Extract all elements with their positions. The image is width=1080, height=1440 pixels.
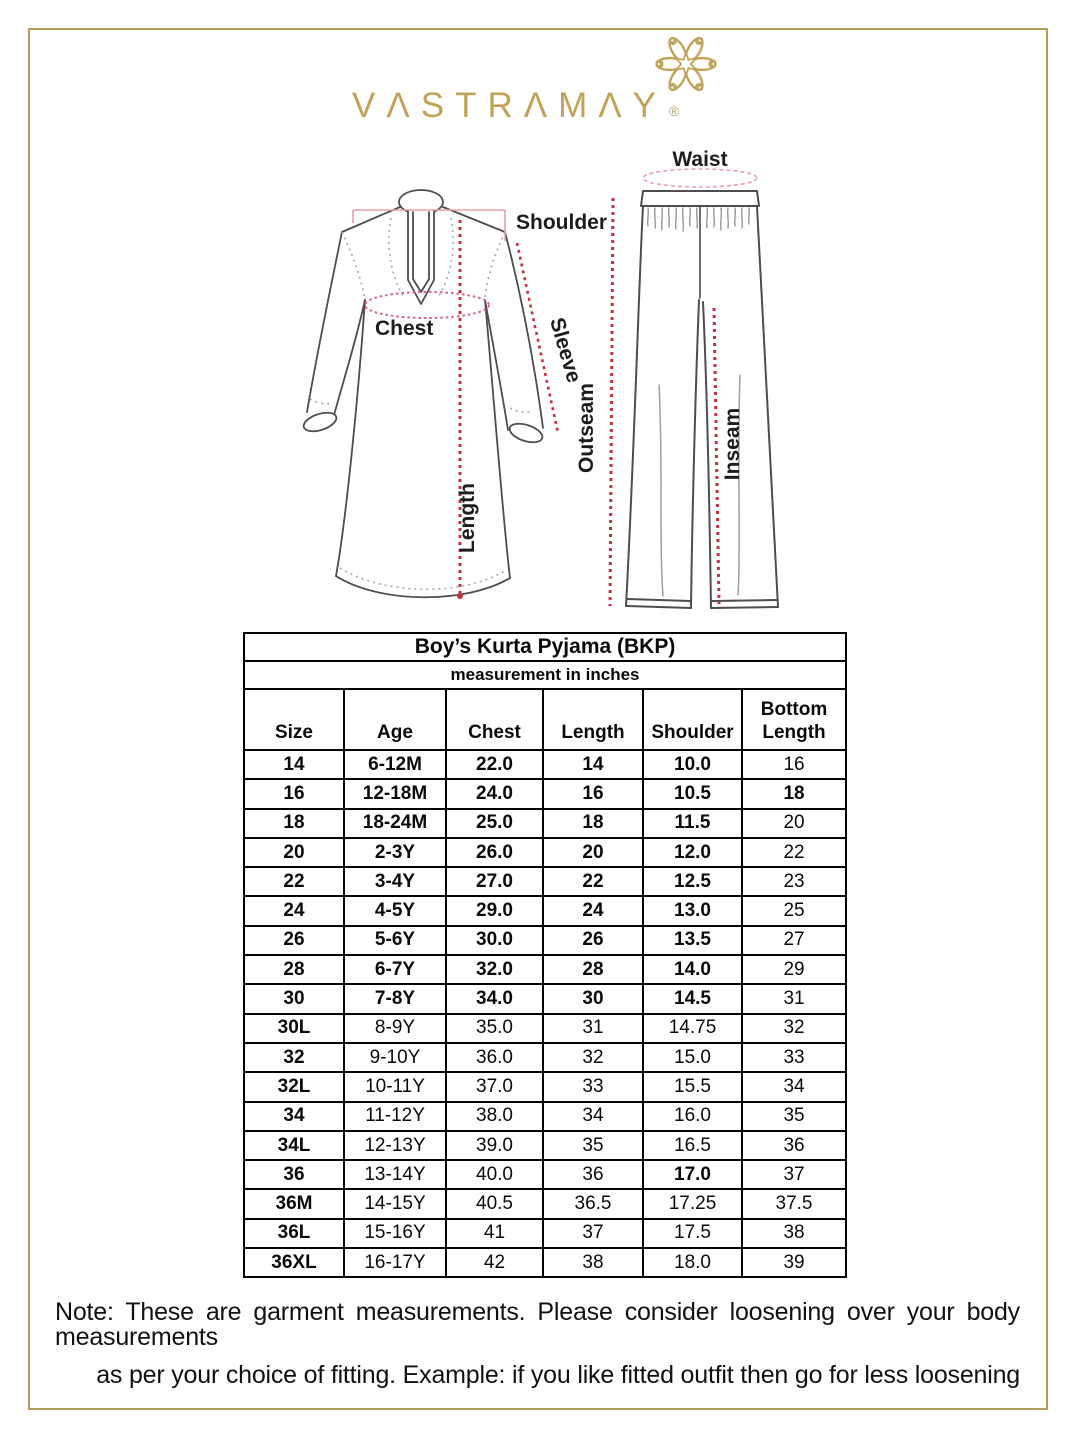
table-cell: 26 (244, 926, 344, 955)
table-row (244, 984, 846, 1013)
table-cell: 39 (742, 1248, 846, 1277)
length-label: Length (456, 483, 479, 553)
table-cell: 22.0 (446, 750, 543, 779)
table-cell: 18 (543, 809, 643, 838)
table-cell: 17.25 (643, 1189, 742, 1218)
table-cell: 28 (244, 955, 344, 984)
table-cell: 40.0 (446, 1160, 543, 1189)
table-cell: 24.0 (446, 779, 543, 808)
table-cell: 32.0 (446, 955, 543, 984)
table-cell: 36 (244, 1160, 344, 1189)
table-cell: 5-6Y (344, 926, 446, 955)
table-cell: 9-10Y (344, 1043, 446, 1072)
table-cell: 27.0 (446, 867, 543, 896)
measurement-diagram (270, 140, 790, 625)
col-header-shoulder: Shoulder (643, 689, 742, 750)
table-cell: 14.75 (643, 1014, 742, 1043)
table-cell: 10.5 (643, 779, 742, 808)
brand-wordmark: VΛSTRΛMΛY (352, 86, 667, 125)
table-row (244, 779, 846, 808)
table-cell: 36.5 (543, 1189, 643, 1218)
table-cell: 22 (742, 838, 846, 867)
table-row (244, 809, 846, 838)
table-row (244, 1043, 846, 1072)
table-cell: 36.0 (446, 1043, 543, 1072)
table-cell: 26.0 (446, 838, 543, 867)
table-cell: 13-14Y (344, 1160, 446, 1189)
table-cell: 14.0 (643, 955, 742, 984)
table-cell: 32L (244, 1072, 344, 1101)
table-cell: 16-17Y (344, 1248, 446, 1277)
table-row (244, 1014, 846, 1043)
table-cell: 33 (543, 1072, 643, 1101)
table-cell: 35 (543, 1131, 643, 1160)
table-subtitle: measurement in inches (244, 661, 846, 689)
table-cell: 17.5 (643, 1219, 742, 1248)
table-cell: 12-13Y (344, 1131, 446, 1160)
table-cell: 14-15Y (344, 1189, 446, 1218)
table-cell: 3-4Y (344, 867, 446, 896)
col-header-chest: Chest (446, 689, 543, 750)
table-cell: 30 (543, 984, 643, 1013)
col-header-bottom-length: Bottom Length (742, 689, 846, 750)
note-line-1: Note: These are garment measurements. Please consider loosening over your body measurements (55, 1298, 1020, 1351)
table-cell: 36XL (244, 1248, 344, 1277)
table-cell: 8-9Y (344, 1014, 446, 1043)
table-cell: 2-3Y (344, 838, 446, 867)
table-cell: 34 (244, 1102, 344, 1131)
table-cell: 32 (244, 1043, 344, 1072)
table-cell: 16.5 (643, 1131, 742, 1160)
table-row (244, 896, 846, 925)
outseam-line (610, 198, 613, 606)
table-cell: 17.0 (643, 1160, 742, 1189)
table-row (244, 838, 846, 867)
table-cell: 31 (742, 984, 846, 1013)
table-cell: 11.5 (643, 809, 742, 838)
table-cell: 6-12M (344, 750, 446, 779)
table-row (244, 1160, 846, 1189)
table-cell: 40.5 (446, 1189, 543, 1218)
table-cell: 34.0 (446, 984, 543, 1013)
table-row (244, 1102, 846, 1131)
table-cell: 38 (543, 1248, 643, 1277)
table-cell: 18 (244, 809, 344, 838)
table-cell: 18.0 (643, 1248, 742, 1277)
table-cell: 37.0 (446, 1072, 543, 1101)
table-cell: 36 (543, 1160, 643, 1189)
note-line-2: as per your choice of fitting. Example: if you like fitted outfit then go for less loosening (96, 1361, 1020, 1389)
star-center (676, 52, 696, 75)
chest-label: Chest (375, 317, 434, 340)
outseam-label: Outseam (575, 383, 598, 473)
table-cell: 33 (742, 1043, 846, 1072)
size-table-body (244, 750, 846, 1277)
table-cell: 14 (543, 750, 643, 779)
table-cell: 11-12Y (344, 1102, 446, 1131)
table-cell: 15.0 (643, 1043, 742, 1072)
table-cell: 27 (742, 926, 846, 955)
table-cell: 15.5 (643, 1072, 742, 1101)
table-cell: 30.0 (446, 926, 543, 955)
table-cell: 41 (446, 1219, 543, 1248)
table-cell: 14.5 (643, 984, 742, 1013)
table-cell: 34 (543, 1102, 643, 1131)
table-cell: 12-18M (344, 779, 446, 808)
measurement-note (55, 1300, 1020, 1388)
table-cell: 22 (244, 867, 344, 896)
table-cell: 18 (742, 779, 846, 808)
table-cell: 29.0 (446, 896, 543, 925)
table-cell: 25 (742, 896, 846, 925)
table-cell: 16 (543, 779, 643, 808)
table-cell: 34L (244, 1131, 344, 1160)
col-header-size: Size (244, 689, 344, 750)
table-cell: 7-8Y (344, 984, 446, 1013)
table-cell: 24 (543, 896, 643, 925)
kurta-drawing (301, 190, 544, 597)
table-cell: 25.0 (446, 809, 543, 838)
pyjama-drawing (626, 191, 778, 608)
table-cell: 32 (742, 1014, 846, 1043)
table-cell: 32 (543, 1043, 643, 1072)
pyjama-measure-lines (610, 169, 757, 606)
table-cell: 10-11Y (344, 1072, 446, 1101)
table-cell: 10.0 (643, 750, 742, 779)
table-cell: 28 (543, 955, 643, 984)
inseam-line (714, 308, 719, 604)
table-cell: 35.0 (446, 1014, 543, 1043)
table-cell: 20 (742, 809, 846, 838)
registered-trademark-icon: ® (669, 103, 680, 119)
table-row (244, 1219, 846, 1248)
table-cell: 16 (244, 779, 344, 808)
table-cell: 35 (742, 1102, 846, 1131)
table-cell: 29 (742, 955, 846, 984)
col-header-age: Age (344, 689, 446, 750)
table-title: Boy’s Kurta Pyjama (BKP) (244, 633, 846, 661)
waist-label: Waist (672, 148, 728, 171)
table-cell: 36 (742, 1131, 846, 1160)
table-cell: 38.0 (446, 1102, 543, 1131)
table-row (244, 926, 846, 955)
table-cell: 26 (543, 926, 643, 955)
table-cell: 12.5 (643, 867, 742, 896)
table-cell: 36L (244, 1219, 344, 1248)
table-cell: 38 (742, 1219, 846, 1248)
table-cell: 36M (244, 1189, 344, 1218)
table-cell: 30 (244, 984, 344, 1013)
table-cell: 31 (543, 1014, 643, 1043)
table-row (244, 1189, 846, 1218)
table-cell: 14 (244, 750, 344, 779)
table-cell: 4-5Y (344, 896, 446, 925)
table-cell: 16 (742, 750, 846, 779)
table-row (244, 1072, 846, 1101)
table-cell: 30L (244, 1014, 344, 1043)
table-header-row (244, 689, 846, 750)
table-row (244, 955, 846, 984)
table-cell: 15-16Y (344, 1219, 446, 1248)
table-row (244, 867, 846, 896)
pyjama-folds (648, 208, 750, 596)
table-cell: 16.0 (643, 1102, 742, 1131)
shoulder-label: Shoulder (516, 211, 608, 234)
table-cell: 20 (244, 838, 344, 867)
chest-ellipse (365, 292, 489, 318)
table-cell: 23 (742, 867, 846, 896)
size-table (243, 632, 847, 1278)
table-cell: 24 (244, 896, 344, 925)
table-cell: 42 (446, 1248, 543, 1277)
table-cell: 34 (742, 1072, 846, 1101)
table-cell: 6-7Y (344, 955, 446, 984)
sleeve-label: Sleeve (545, 315, 586, 386)
table-cell: 37 (543, 1219, 643, 1248)
table-cell: 37 (742, 1160, 846, 1189)
table-cell: 20 (543, 838, 643, 867)
col-header-length: Length (543, 689, 643, 750)
inseam-label: Inseam (721, 407, 744, 481)
table-cell: 13.0 (643, 896, 742, 925)
table-cell: 18-24M (344, 809, 446, 838)
table-cell: 37.5 (742, 1189, 846, 1218)
table-cell: 12.0 (643, 838, 742, 867)
table-cell: 22 (543, 867, 643, 896)
table-row (244, 1131, 846, 1160)
table-cell: 39.0 (446, 1131, 543, 1160)
table-row (244, 750, 846, 779)
table-row (244, 1248, 846, 1277)
mandala-icon (654, 32, 718, 96)
waist-ellipse (643, 169, 757, 187)
table-cell: 13.5 (643, 926, 742, 955)
